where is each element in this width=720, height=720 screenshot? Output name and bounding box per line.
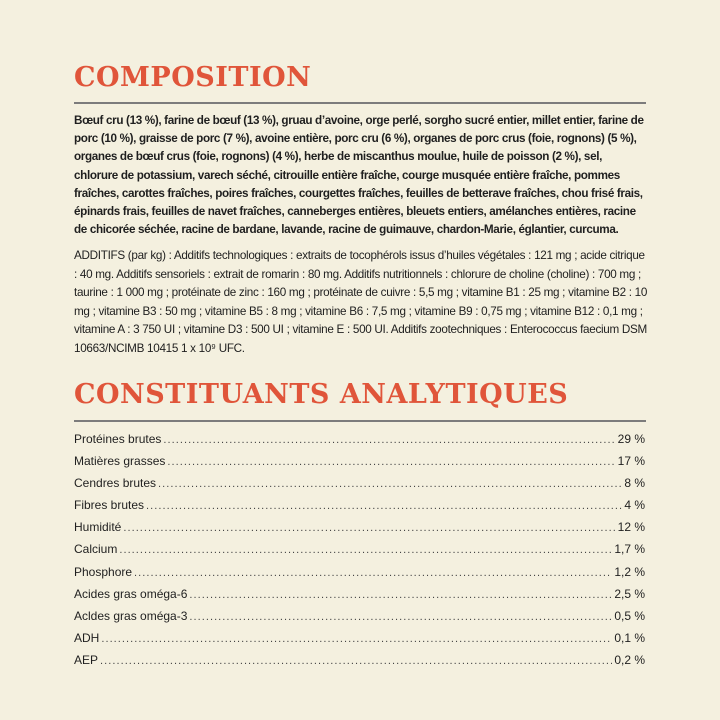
row-label: Acides gras oméga-6 — [74, 586, 188, 601]
row-label: Protéines brutes — [74, 432, 162, 446]
analytics-row-omega3 — [74, 609, 645, 631]
ingredients-text: Bœuf cru (13 %), farine de bœuf (13 %), gruau d’avoine, orge perlé, sorgho sucré entier, millet entier, farine de porc (10 %), graisse de porc (7 %), avoine entière, porc cru (6 %), organes de porc crus (foie, rognons) (5 %), organes de bœuf crus (foie, rognons) (4 %), herbe de miscanthus moulue, huile de poisson (2 %), sel, chlorure de potassium, varech séché, citrouille entière fraîche, courge musquée entière fraîche, pommes fraîches, carottes fraîches, poires fraîches, courgettes fraîches, feuilles de betterave fraîches, chou frisé frais, épinards frais, feuilles de navet fraîches, canneberges entières, bleuets entiers, amélanches entières, racine de chicorée séchée, racine de bardane, lavande, racine de guimauve, chardon-Marie, églantier, curcuma. — [74, 114, 644, 237]
row-value: 17 % — [617, 454, 645, 469]
row-label: Cendres brutes — [74, 476, 157, 491]
dot-leader — [167, 456, 615, 468]
dot-leader — [123, 522, 615, 534]
row-value: 12 % — [617, 520, 645, 535]
analytics-row-proteins — [74, 432, 645, 454]
dot-leader — [189, 611, 612, 623]
analytics-row-fat — [74, 454, 645, 476]
row-value: 0,1 % — [614, 630, 645, 645]
analytics-table — [74, 432, 645, 675]
dot-leader — [134, 567, 612, 579]
analytics-divider — [74, 420, 646, 422]
analytics-row-phosphorus — [74, 565, 645, 587]
dot-leader — [146, 500, 622, 512]
row-label: Phosphore — [74, 564, 133, 579]
dot-leader — [101, 633, 612, 645]
analytics-row-fibre — [74, 498, 645, 520]
row-value: 29 % — [617, 432, 645, 446]
analytics-row-dha — [74, 631, 645, 653]
dot-leader — [163, 434, 615, 446]
analytics-row-moisture — [74, 520, 645, 542]
row-value: 2,5 % — [614, 586, 645, 601]
row-label: Matières grasses — [74, 454, 166, 469]
dot-leader — [119, 544, 612, 556]
row-value: 4 % — [624, 498, 645, 513]
row-value: 1,7 % — [614, 542, 645, 557]
row-value: 0,5 % — [614, 608, 645, 623]
row-label: Humidité — [74, 520, 122, 535]
dot-leader — [100, 655, 612, 667]
analytics-row-omega6 — [74, 587, 645, 609]
composition-divider — [74, 102, 646, 104]
row-label: Acldes gras oméga-3 — [74, 608, 188, 623]
row-label: Calcium — [74, 542, 118, 557]
row-label: Fibres brutes — [74, 498, 145, 513]
dot-leader — [158, 478, 622, 490]
row-value: 1,2 % — [614, 564, 645, 579]
row-value: 8 % — [624, 476, 645, 491]
dot-leader — [189, 589, 612, 601]
row-value: 0,2 % — [614, 652, 645, 667]
analytics-row-epa — [74, 653, 645, 675]
analytics-row-ash — [74, 476, 645, 498]
composition-title: COMPOSITION — [74, 62, 312, 93]
analytics-title: CONSTITUANTS ANALYTIQUES — [74, 379, 569, 410]
row-label: ADH — [74, 630, 100, 645]
row-label: AEP — [74, 652, 99, 667]
analytics-row-calcium — [74, 542, 645, 564]
additives-text: ADDITIFS (par kg) : Additifs technologiques : extraits de tocophérols issus d’huiles végétales : 121 mg ; acide citrique : 40 mg. Additifs sensoriels : extrait de romarin : 80 mg. Additifs nutritionnels : chlorure de choline (choline) : 700 mg ; taurine : 1 000 mg ; protéinate de zinc : 160 mg ; protéinate de cuivre : 5,5 mg ; vitamine B1 : 25 mg ; vitamine B2 : 10 mg ; vitamine B3 : 50 mg ; vitamine B5 : 8 mg ; vitamine B6 : 7,5 mg ; vitamine B9 : 0,75 mg ; vitamine B12 : 0,1 mg ; vitamine A : 3 750 UI ; vitamine D3 : 500 UI ; vitamine E : 500 UI. Additifs zootechniques : Enterococcus faecium DSM 10663/NCIMB 10415 1 x 10⁹ UFC. — [74, 249, 648, 355]
